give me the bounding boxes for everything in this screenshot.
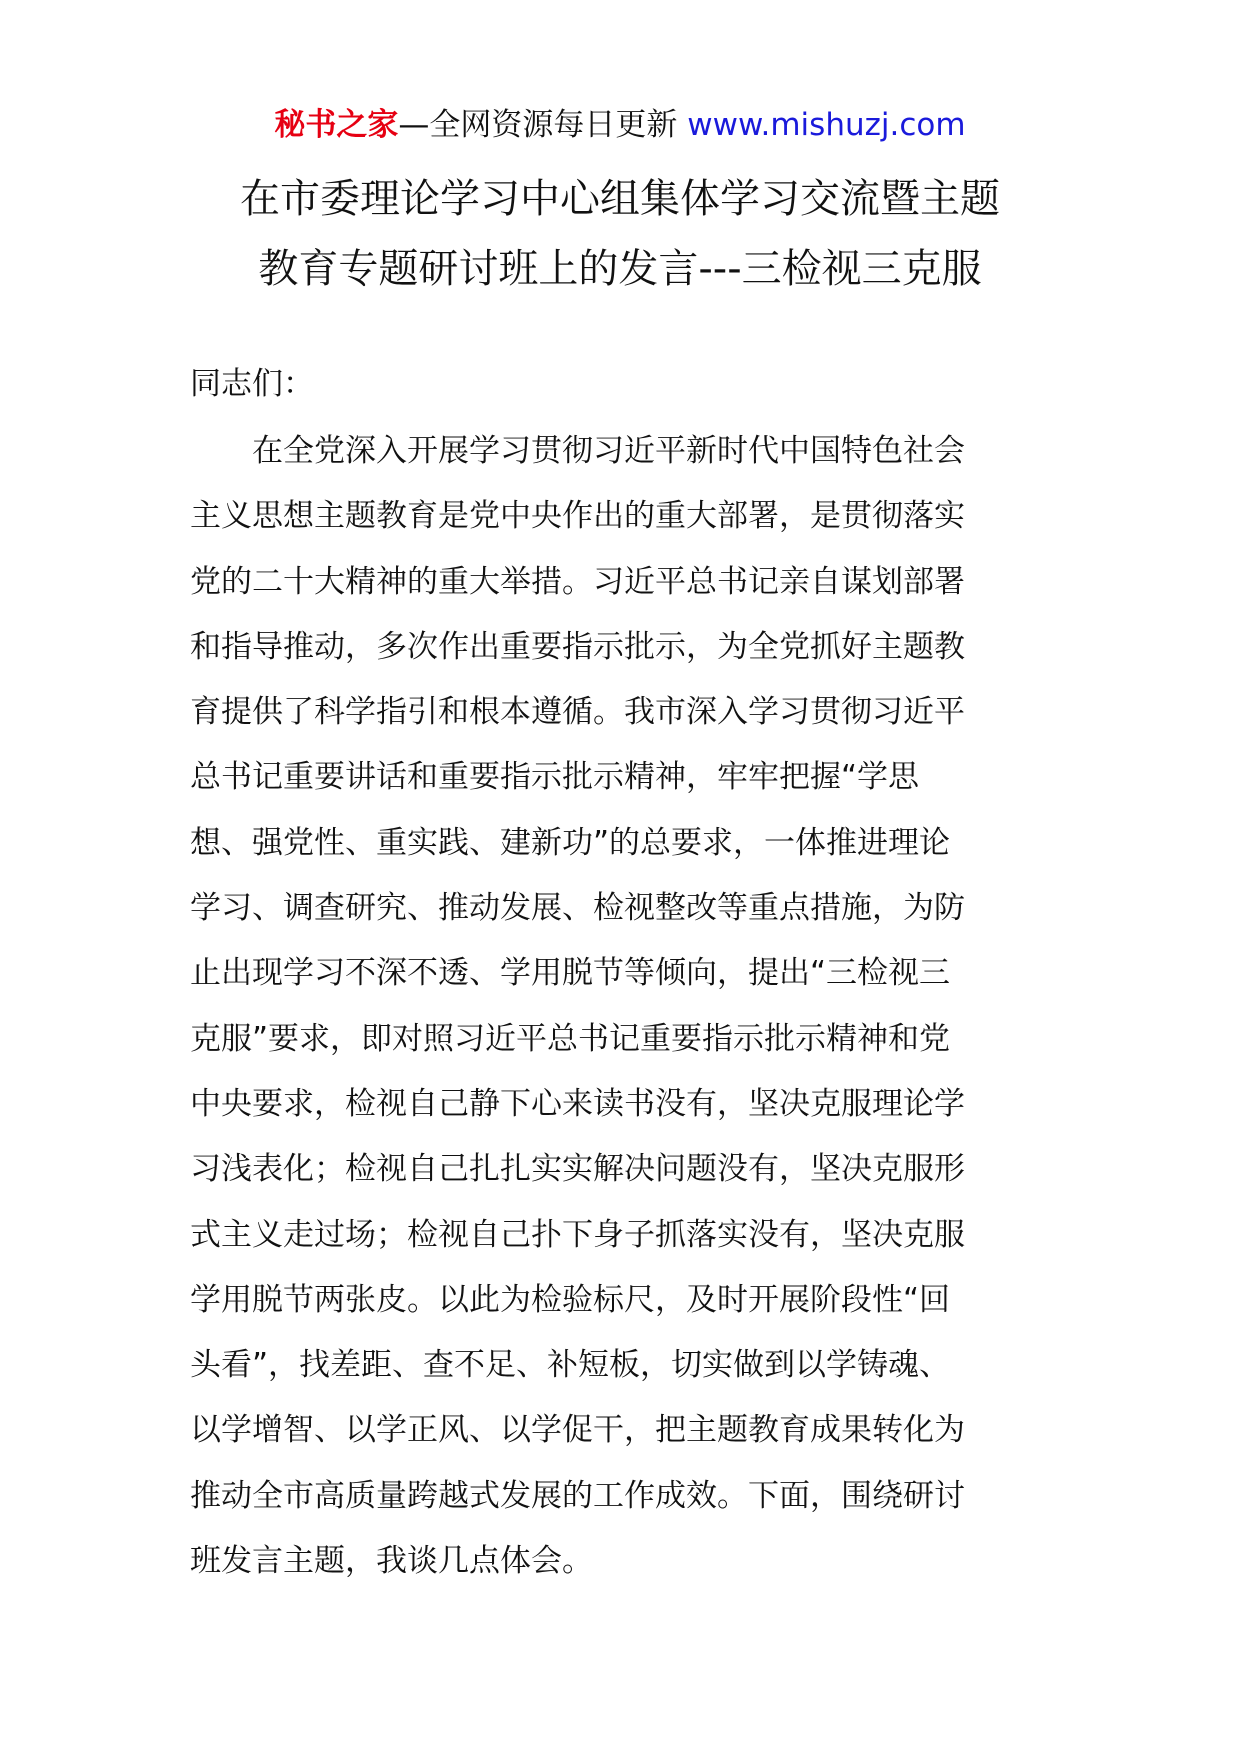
body-line: 中央要求，检视自己静下心来读书没有，坚决克服理论学 — [190, 1085, 965, 1122]
body-line: 学习、调查研究、推动发展、检视整改等重点措施，为防 — [190, 890, 965, 927]
body-line: 头看”，找差距、查不足、补短板，切实做到以学铸魂、 — [190, 1347, 951, 1384]
body-line: 止出现学习不深不透、学用脱节等倾向，提出“三检视三 — [190, 955, 951, 992]
site-tagline: —全网资源每日更新 — [398, 107, 678, 143]
body-line: 习浅表化；检视自己扎扎实实解决问题没有，坚决克服形 — [190, 1151, 965, 1188]
title-line-1: 在市委理论学习中心组集体学习交流暨主题 — [240, 176, 1000, 222]
body-line: 主义思想主题教育是党中央作出的重大部署，是贯彻落实 — [190, 498, 965, 535]
body-line: 总书记重要讲话和重要指示批示精神，牢牢把握“学思 — [190, 759, 920, 796]
salutation: 同志们： — [190, 366, 314, 402]
title-line-2: 教育专题研讨班上的发言---三检视三克服 — [258, 246, 982, 292]
site-header — [0, 104, 1240, 146]
body-line: 推动全市高质量跨越式发展的工作成效。下面，围绕研讨 — [190, 1477, 965, 1514]
site-url-link[interactable]: www.mishuzj.com — [687, 107, 966, 143]
body-paragraph — [190, 429, 1070, 1604]
body-line: 在全党深入开展学习贯彻习近平新时代中国特色社会 — [252, 433, 965, 469]
body-line: 克服”要求，即对照习近平总书记重要指示批示精神和党 — [190, 1020, 951, 1057]
body-line: 班发言主题，我谈几点体会。 — [190, 1543, 593, 1580]
brand-name: 秘书之家 — [274, 107, 399, 143]
body-line: 党的二十大精神的重大举措。习近平总书记亲自谋划部署 — [190, 563, 965, 600]
body-line: 学用脱节两张皮。以此为检验标尺，及时开展阶段性“回 — [190, 1281, 951, 1318]
body-line: 育提供了科学指引和根本遵循。我市深入学习贯彻习近平 — [190, 694, 965, 731]
body-line: 想、强党性、重实践、建新功”的总要求，一体推进理论 — [190, 824, 951, 861]
body-line: 以学增智、以学正风、以学促干，把主题教育成果转化为 — [190, 1412, 965, 1449]
body-line: 式主义走过场；检视自己扑下身子抓落实没有，坚决克服 — [190, 1216, 965, 1253]
document-title — [120, 164, 1120, 304]
body-line: 和指导推动，多次作出重要指示批示，为全党抓好主题教 — [190, 628, 965, 665]
